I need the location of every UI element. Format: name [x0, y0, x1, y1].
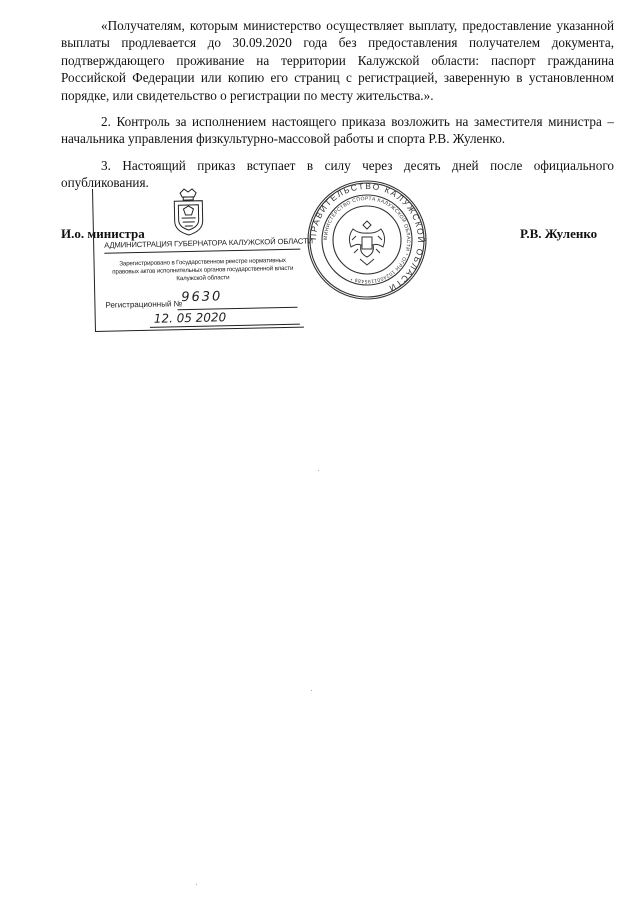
scan-speck: [311, 690, 312, 691]
scan-speck: [196, 884, 197, 885]
seal-outer-text: ПРАВИТЕЛЬСТВО КАЛУЖСКОЙ ОБЛАСТИ: [307, 180, 427, 295]
paragraph-3: 3. Настоящий приказ вступает в силу через десять дней после официального опубликования.: [61, 158, 614, 191]
svg-text:МИНИСТЕРСТВО СПОРТА КАЛУЖСКОЙ: [323, 196, 411, 284]
official-seal: [306, 179, 428, 301]
coat-of-arms-icon: [171, 187, 206, 238]
registration-stamp: [92, 185, 314, 332]
stamp-organization: АДМИНИСТРАЦИЯ ГУБЕРНАТОРА КАЛУЖСКОЙ ОБЛАСТИ: [104, 237, 300, 254]
eagle-emblem-icon: [349, 221, 384, 265]
signatory-position: И.о. министра: [61, 226, 145, 241]
paragraph-1: «Получателям, которым министерство осуществляет выплату, предоставление указанной выплаты продлевается до 30.09.2020 года без предоставления получателем документа, подтверждающего проживание на территории Калужской области: паспорт гражданина Российской Федерации или копию его страниц с регистрацией, заверенную в установленном порядке, или свидетельство о регистрации по месту жительства.».: [61, 18, 614, 103]
seal-inner-text: МИНИСТЕРСТВО СПОРТА КАЛУЖСКОЙ ОБЛАСТИ * ОГРН 1024001195489 *: [322, 195, 412, 285]
paragraph-2: 2. Контроль за исполнением настоящего приказа возложить на заместителя министра – начальника управления физкультурно-массовой работы и спорта Р.В. Жуленко.: [61, 114, 614, 147]
signatory-name: Р.В. Жуленко: [520, 226, 598, 241]
stamp-reg-label: Регистрационный №: [105, 299, 183, 310]
stamp-reg-date: 12. 05 2020: [153, 310, 227, 326]
stamp-reg-number: 9630: [181, 289, 223, 306]
scan-speck: [318, 470, 319, 471]
stamp-note: Зарегистрировано в Государственном реестре нормативных правовых актов исполнительных органов государственной власти Калужской области: [112, 256, 294, 283]
